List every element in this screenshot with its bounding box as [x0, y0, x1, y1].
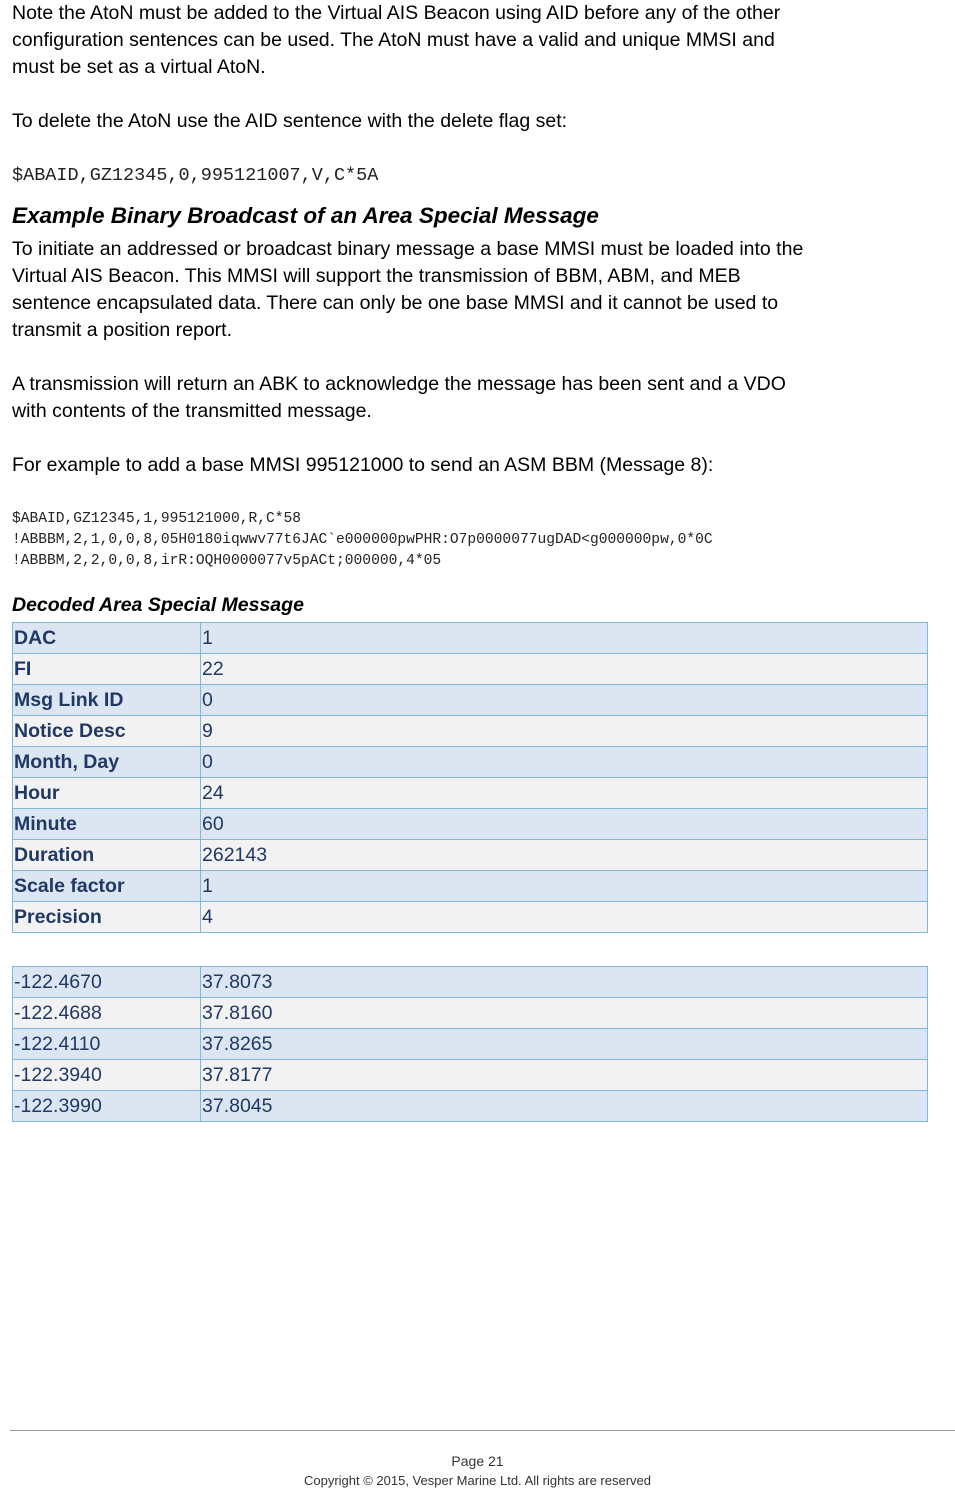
field-name: Scale factor: [13, 871, 201, 902]
longitude-cell: -122.4670: [13, 967, 201, 998]
field-name: Msg Link ID: [13, 685, 201, 716]
longitude-cell: -122.4110: [13, 1029, 201, 1060]
latitude-cell: 37.8265: [201, 1029, 928, 1060]
field-name: Month, Day: [13, 747, 201, 778]
section-paragraph-line: sentence encapsulated data. There can only be one base MMSI and it cannot be used to: [12, 292, 779, 314]
field-value: 4: [201, 902, 928, 933]
section-paragraph-line: with contents of the transmitted message.: [12, 400, 372, 422]
table-row: [13, 998, 928, 1029]
field-name: Notice Desc: [13, 716, 201, 747]
field-value: 1: [201, 871, 928, 902]
table-row: [13, 685, 928, 716]
table-row: [13, 1091, 928, 1122]
delete-instruction: To delete the AtoN use the AID sentence with the delete flag set:: [12, 110, 568, 132]
field-name: Hour: [13, 778, 201, 809]
document-page: [12, 0, 928, 1122]
table-row: [13, 840, 928, 871]
table-row: [13, 809, 928, 840]
code-line: !ABBBM,2,1,0,0,8,05H0180iqwwv77t6JAC`e000000pwPHR:O7p0000077ugDAD<g000000pw,0*0C: [12, 532, 713, 548]
table-row: [13, 871, 928, 902]
latitude-cell: 37.8160: [201, 998, 928, 1029]
table-row: [13, 902, 928, 933]
intro-paragraph-line: Note the AtoN must be added to the Virtual AIS Beacon using AID before any of the other: [12, 2, 781, 24]
latitude-cell: 37.8073: [201, 967, 928, 998]
field-name: DAC: [13, 623, 201, 654]
field-value: 0: [201, 685, 928, 716]
longitude-cell: -122.3990: [13, 1091, 201, 1122]
table-row: [13, 654, 928, 685]
table-row: [13, 778, 928, 809]
field-value: 1: [201, 623, 928, 654]
field-value: 262143: [201, 840, 928, 871]
copyright-notice: Copyright © 2015, Vesper Marine Ltd. All rights are reserved: [303, 1473, 652, 1488]
footer-divider: [10, 1430, 955, 1431]
intro-paragraph-line: configuration sentences can be used. The AtoN must have a valid and unique MMSI and: [12, 29, 775, 51]
code-line: $ABAID,GZ12345,1,995121000,R,C*58: [12, 511, 302, 527]
table-row: [13, 967, 928, 998]
section-paragraph-line: Virtual AIS Beacon. This MMSI will support the transmission of BBM, ABM, and MEB: [12, 265, 741, 287]
section-paragraph-line: To initiate an addressed or broadcast binary message a base MMSI must be loaded into the: [12, 238, 804, 260]
field-name: FI: [13, 654, 201, 685]
code-line: !ABBBM,2,2,0,0,8,irR:OQH0000077v5pACt;000000,4*05: [12, 553, 442, 569]
field-name: Precision: [13, 902, 201, 933]
decoded-heading: Decoded Area Special Message: [12, 594, 304, 616]
delete-code-sample: $ABAID,GZ12345,0,995121007,V,C*5A: [12, 165, 379, 186]
longitude-cell: -122.4688: [13, 998, 201, 1029]
example-intro: For example to add a base MMSI 995121000 to send an ASM BBM (Message 8):: [12, 454, 714, 476]
decoded-message-table: [12, 622, 928, 933]
field-value: 9: [201, 716, 928, 747]
table-row: [13, 1060, 928, 1091]
page-number: Page 21: [451, 1453, 504, 1469]
field-value: 0: [201, 747, 928, 778]
field-value: 24: [201, 778, 928, 809]
field-name: Duration: [13, 840, 201, 871]
coordinates-table: [12, 966, 928, 1122]
table-row: [13, 747, 928, 778]
field-value: 22: [201, 654, 928, 685]
section-paragraph-line: A transmission will return an ABK to acknowledge the message has been sent and a VDO: [12, 373, 786, 395]
field-value: 60: [201, 809, 928, 840]
code-block: [12, 509, 928, 572]
intro-paragraph-line: must be set as a virtual AtoN.: [12, 56, 266, 78]
section-heading: Example Binary Broadcast of an Area Special Message: [12, 203, 599, 228]
longitude-cell: -122.3940: [13, 1060, 201, 1091]
table-row: [13, 716, 928, 747]
field-name: Minute: [13, 809, 201, 840]
latitude-cell: 37.8045: [201, 1091, 928, 1122]
table-row: [13, 623, 928, 654]
latitude-cell: 37.8177: [201, 1060, 928, 1091]
table-row: [13, 1029, 928, 1060]
section-paragraph-line: transmit a position report.: [12, 319, 233, 341]
